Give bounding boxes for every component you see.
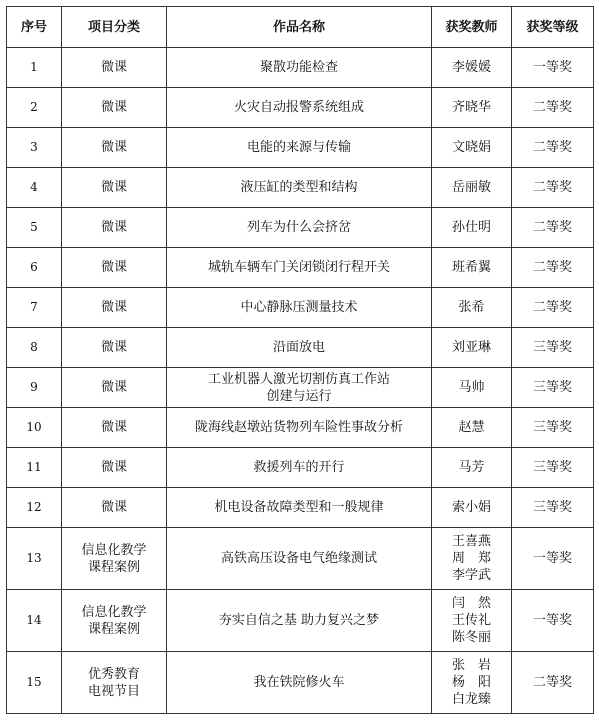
row-teacher: 班希翼 <box>432 248 512 288</box>
row-teacher: 索小娟 <box>432 488 512 528</box>
row-no: 13 <box>7 528 62 590</box>
table-row <box>7 652 594 714</box>
row-teacher: 闫 然 王传礼 陈冬丽 <box>432 590 512 652</box>
row-title: 我在铁院修火车 <box>167 652 432 714</box>
table-row <box>7 590 594 652</box>
row-category: 微课 <box>62 368 167 408</box>
row-level: 一等奖 <box>512 590 594 652</box>
header-category: 项目分类 <box>62 7 167 48</box>
row-level: 一等奖 <box>512 528 594 590</box>
row-no: 9 <box>7 368 62 408</box>
table-row <box>7 88 594 128</box>
row-level: 二等奖 <box>512 652 594 714</box>
row-level: 三等奖 <box>512 328 594 368</box>
row-teacher: 孙仕明 <box>432 208 512 248</box>
table-row <box>7 368 594 408</box>
header-title: 作品名称 <box>167 7 432 48</box>
row-no: 10 <box>7 408 62 448</box>
table-row <box>7 208 594 248</box>
table-row <box>7 128 594 168</box>
row-title: 中心静脉压测量技术 <box>167 288 432 328</box>
row-no: 15 <box>7 652 62 714</box>
row-category: 微课 <box>62 48 167 88</box>
table-row <box>7 248 594 288</box>
row-level: 二等奖 <box>512 88 594 128</box>
row-category: 信息化教学 课程案例 <box>62 590 167 652</box>
row-title: 陇海线赵墩站货物列车险性事故分析 <box>167 408 432 448</box>
row-no: 6 <box>7 248 62 288</box>
table-row <box>7 48 594 88</box>
row-teacher: 马帅 <box>432 368 512 408</box>
row-teacher: 李媛媛 <box>432 48 512 88</box>
row-category: 微课 <box>62 208 167 248</box>
row-level: 一等奖 <box>512 48 594 88</box>
row-title: 城轨车辆车门关闭锁闭行程开关 <box>167 248 432 288</box>
row-level: 三等奖 <box>512 448 594 488</box>
row-level: 三等奖 <box>512 368 594 408</box>
row-title: 聚散功能检查 <box>167 48 432 88</box>
row-title: 沿面放电 <box>167 328 432 368</box>
awards-table <box>6 6 594 714</box>
row-title: 列车为什么会挤岔 <box>167 208 432 248</box>
row-level: 二等奖 <box>512 288 594 328</box>
row-no: 5 <box>7 208 62 248</box>
table-row <box>7 168 594 208</box>
row-no: 3 <box>7 128 62 168</box>
row-category: 优秀教育 电视节目 <box>62 652 167 714</box>
row-no: 2 <box>7 88 62 128</box>
row-teacher: 马芳 <box>432 448 512 488</box>
row-teacher: 齐晓华 <box>432 88 512 128</box>
row-level: 三等奖 <box>512 408 594 448</box>
row-level: 二等奖 <box>512 128 594 168</box>
table-row <box>7 448 594 488</box>
row-no: 7 <box>7 288 62 328</box>
row-teacher: 张希 <box>432 288 512 328</box>
header-level: 获奖等级 <box>512 7 594 48</box>
table-row <box>7 408 594 448</box>
row-teacher: 赵慧 <box>432 408 512 448</box>
header-teacher: 获奖教师 <box>432 7 512 48</box>
row-title: 液压缸的类型和结构 <box>167 168 432 208</box>
row-category: 微课 <box>62 168 167 208</box>
row-category: 微课 <box>62 248 167 288</box>
row-teacher: 文晓娟 <box>432 128 512 168</box>
row-category: 微课 <box>62 88 167 128</box>
row-category: 微课 <box>62 448 167 488</box>
row-level: 二等奖 <box>512 168 594 208</box>
row-title: 夯实自信之基 助力复兴之梦 <box>167 590 432 652</box>
header-no: 序号 <box>7 7 62 48</box>
row-title: 救援列车的开行 <box>167 448 432 488</box>
table-row <box>7 288 594 328</box>
row-level: 二等奖 <box>512 248 594 288</box>
row-level: 二等奖 <box>512 208 594 248</box>
row-no: 4 <box>7 168 62 208</box>
row-no: 1 <box>7 48 62 88</box>
row-no: 14 <box>7 590 62 652</box>
row-no: 12 <box>7 488 62 528</box>
row-title: 高铁高压设备电气绝缘测试 <box>167 528 432 590</box>
row-no: 11 <box>7 448 62 488</box>
table-row <box>7 328 594 368</box>
row-level: 三等奖 <box>512 488 594 528</box>
row-teacher: 刘亚琳 <box>432 328 512 368</box>
row-category: 微课 <box>62 128 167 168</box>
row-title: 工业机器人激光切割仿真工作站 创建与运行 <box>167 368 432 408</box>
row-title: 火灾自动报警系统组成 <box>167 88 432 128</box>
row-category: 微课 <box>62 288 167 328</box>
row-category: 微课 <box>62 408 167 448</box>
row-category: 信息化教学 课程案例 <box>62 528 167 590</box>
table-body <box>7 48 594 714</box>
table-row <box>7 488 594 528</box>
row-category: 微课 <box>62 328 167 368</box>
row-title: 电能的来源与传输 <box>167 128 432 168</box>
row-teacher: 岳丽敏 <box>432 168 512 208</box>
row-teacher: 张 岩 杨 阳 白龙臻 <box>432 652 512 714</box>
table-row <box>7 528 594 590</box>
row-no: 8 <box>7 328 62 368</box>
row-title: 机电设备故障类型和一般规律 <box>167 488 432 528</box>
row-teacher: 王喜燕 周 郑 李学武 <box>432 528 512 590</box>
row-category: 微课 <box>62 488 167 528</box>
header-row <box>7 7 594 48</box>
